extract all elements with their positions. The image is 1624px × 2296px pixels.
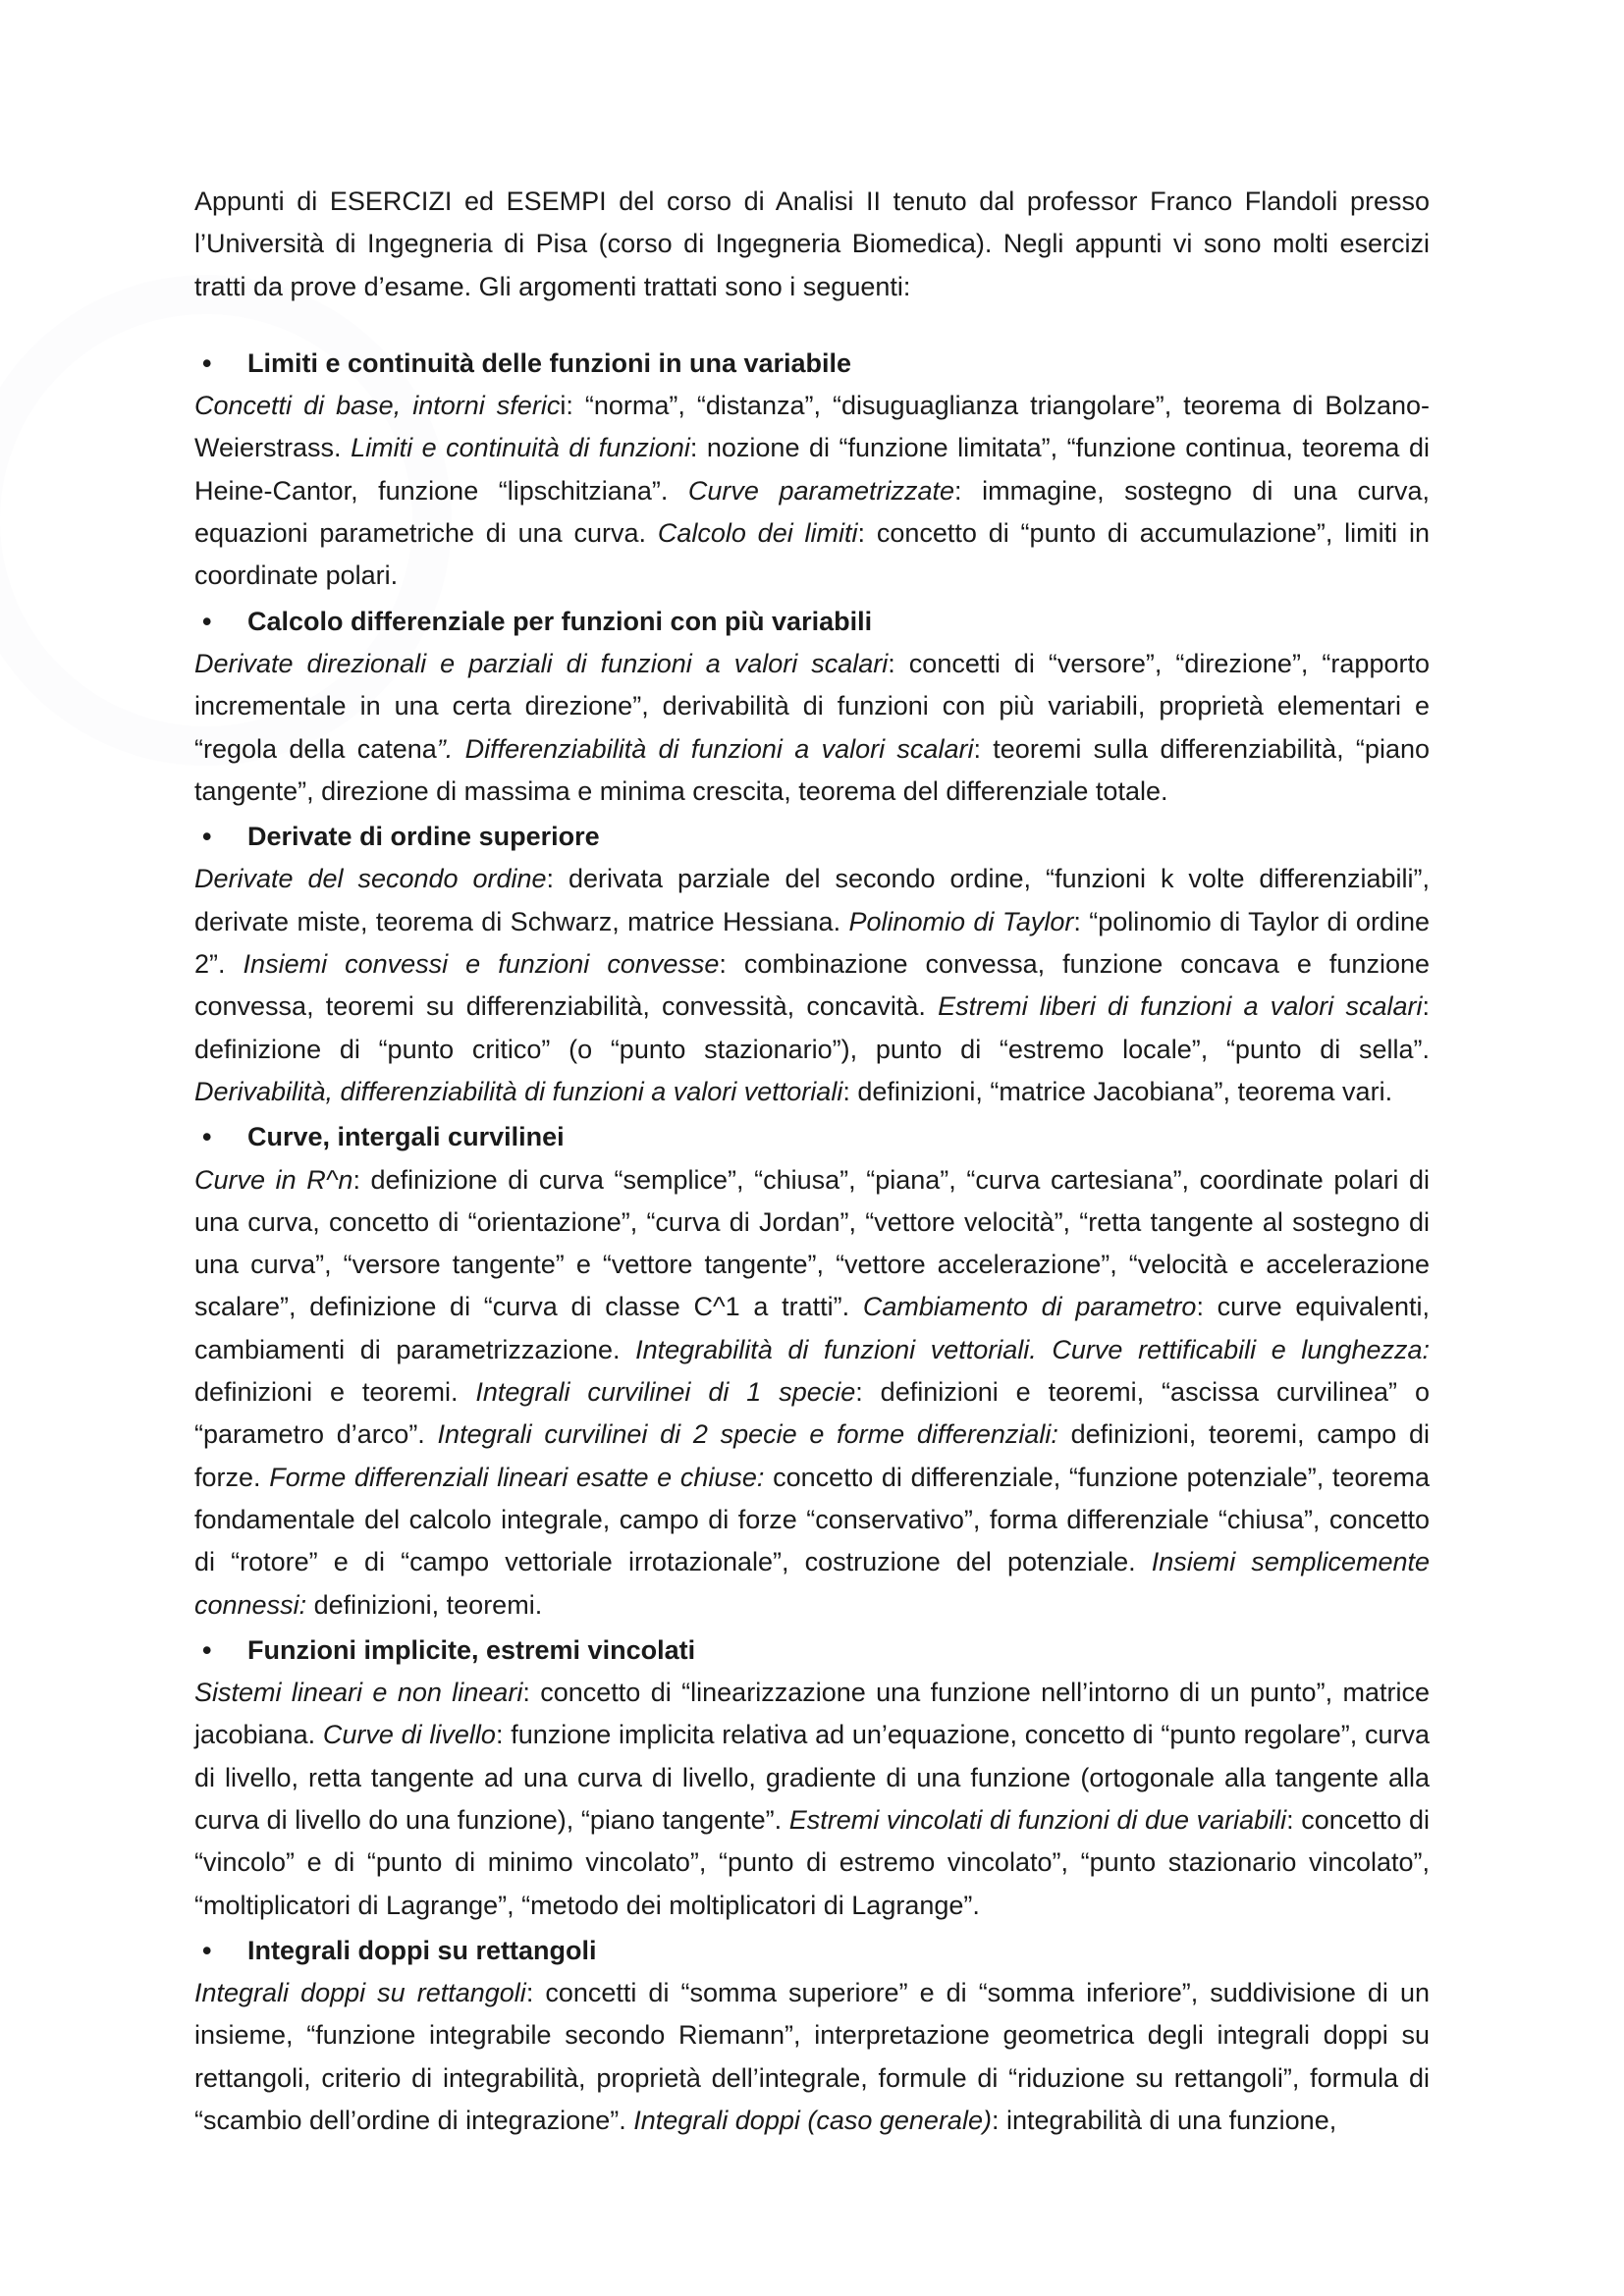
document-page <box>194 181 1430 2145</box>
topic-label: Insiemi convessi e funzioni convesse <box>243 949 720 980</box>
heading-text: Funzioni implicite, estremi vincolati <box>247 1634 696 1665</box>
topic-description: : concetti di “versore”, “direzione”, “rapporto incrementale in una certa direzione”, derivabilità di funzioni con più variabili, proprietà elementari e “regola della catena <box>194 648 1430 764</box>
section-body <box>194 1672 1430 1927</box>
topic-label: Polinomio di Taylor <box>848 906 1074 936</box>
topic-label: Integrali doppi su rettangoli <box>194 1978 526 2008</box>
topic-description: definizioni, teoremi. <box>306 1589 543 1620</box>
topic-description: : definizioni, “matrice Jacobiana”, teorema vari. <box>842 1076 1393 1106</box>
section-funzioni-implicite <box>194 1629 1430 1927</box>
topic-description: : integrabilità di una funzione, <box>991 2106 1337 2136</box>
bullet-icon: • <box>202 606 212 636</box>
topic-label: Insiemi semplicemente connessi: <box>194 1547 1430 1620</box>
section-integrali-doppi <box>194 1930 1430 2142</box>
topic-description: : funzione implicita relativa ad un’equazione, concetto di “punto regolare”, curva di livello, retta tangente ad una curva di livello, gradiente di una funzione (ortogonale alla tangente alla curva di livello do una funzione), “piano tangente”. <box>194 1720 1430 1835</box>
topic-label: Integrabilità di funzioni vettoriali. Curve rettificabili e lunghezza: <box>635 1334 1431 1364</box>
bullet-icon: • <box>202 1122 212 1152</box>
topic-label: Curve in R^n <box>194 1164 353 1195</box>
section-body <box>194 1159 1430 1627</box>
topic-label: Curve parametrizzate <box>687 475 955 506</box>
section-heading <box>194 1629 1430 1672</box>
section-derivate-ordine-superiore <box>194 816 1430 1113</box>
section-body <box>194 643 1430 813</box>
section-heading <box>194 1930 1430 1972</box>
topic-description: definizioni, teoremi, campo di forze. <box>194 1419 1431 1492</box>
section-heading <box>194 1116 1430 1158</box>
heading-text: Derivate di ordine superiore <box>247 822 600 852</box>
topic-label: Integrali curvilinei di 1 specie <box>475 1377 856 1408</box>
topic-label: Derivate direzionali e parziali di funzioni a valori scalari <box>194 648 889 678</box>
heading-text: Curve, intergali curvilinei <box>247 1122 565 1152</box>
bullet-icon: • <box>202 1634 212 1665</box>
section-heading <box>194 601 1430 643</box>
section-body <box>194 1972 1430 2142</box>
topic-description: : concetto di “punto di accumulazione”, limiti in coordinate polari. <box>194 518 1430 591</box>
topic-label: Estremi liberi di funzioni a valori scalari <box>938 991 1423 1022</box>
topic-label: Concetti di base, intorni sferic <box>194 391 561 421</box>
topic-description: i: “norma”, “distanza”, “disuguaglianza triangolare”, teorema di Bolzano-Weierstrass. <box>194 391 1430 463</box>
topic-description: definizioni e teoremi. <box>194 1377 476 1408</box>
topic-label: Integrali curvilinei di 2 specie e forme differenziali: <box>437 1419 1058 1450</box>
topic-description: : immagine, sostegno di una curva, equazioni parametriche di una curva. <box>194 475 1430 549</box>
section-curve-integrali <box>194 1116 1430 1627</box>
topic-description: : derivata parziale del secondo ordine, “funzioni k volte differenziabili”, derivate miste, teorema di Schwarz, matrice Hessiana. <box>194 864 1430 936</box>
topic-description: : teoremi sulla differenziabilità, “piano tangente”, direzione di massima e minima crescita, teorema del differenziale totale. <box>194 733 1430 806</box>
topic-description: concetto di differenziale, “funzione potenziale”, teorema fondamentale del calcolo integrale, campo di forze “conservativo”, forma differenziale “chiusa”, concetto di “rotore” e di “campo vettoriale irrotazionale”, costruzione del potenziale. <box>194 1462 1431 1577</box>
topic-description: : “polinomio di Taylor di ordine 2”. <box>194 906 1430 980</box>
heading-text: Integrali doppi su rettangoli <box>247 1935 597 1965</box>
topic-label: Sistemi lineari e non lineari <box>194 1678 523 1708</box>
bullet-icon: • <box>202 1935 212 1965</box>
topic-label: Calcolo dei limiti <box>657 518 858 549</box>
topic-label: Derivate del secondo ordine <box>194 864 547 894</box>
topic-label: Curve di livello <box>322 1720 496 1750</box>
topic-label: Integrali doppi (caso generale) <box>633 2106 992 2136</box>
bullet-icon: • <box>202 347 212 378</box>
topic-description: : combinazione convessa, funzione concava e funzione convessa, teoremi su differenziabilità, convessità, concavità. <box>194 949 1430 1022</box>
topic-label: Cambiamento di parametro <box>862 1292 1197 1322</box>
topic-label: Derivabilità, differenziabilità di funzioni a valori vettoriali <box>194 1076 843 1106</box>
topic-description: : curve equivalenti, cambiamenti di parametrizzazione. <box>194 1292 1431 1364</box>
intro-paragraph: Appunti di ESERCIZI ed ESEMPI del corso di Analisi II tenuto dal professor Franco Flandoli presso l’Università di Ingegneria di Pisa (corso di Ingegneria Biomedica). Negli appunti vi sono molti esercizi tratti da prove d’esame. Gli argomenti trattati sono i seguenti: <box>194 187 1430 301</box>
topic-description: : nozione di “funzione limitata”, “funzione continua, teorema di Heine-Cantor, funzione “lipschitziana”. <box>194 433 1430 506</box>
topic-description: : concetti di “somma superiore” e di “somma inferiore”, suddivisione di un insieme, “funzione integrabile secondo Riemann”, interpretazione geometrica degli integrali doppi su rettangoli, criterio di integrabilità, proprietà dell’integrale, formule di “riduzione su rettangoli”, formula di “scambio dell’ordine di integrazione”. <box>194 1978 1430 2136</box>
topic-label: ”. Differenziabilità di funzioni a valori scalari <box>436 733 974 764</box>
heading-text: Limiti e continuità delle funzioni in una variabile <box>247 347 852 378</box>
topic-label: Estremi vincolati di funzioni di due variabili <box>788 1804 1287 1835</box>
topic-description: : definizioni e teoremi, “ascissa curvilinea” o “parametro d’arco”. <box>194 1377 1430 1450</box>
topic-description: : definizione di curva “semplice”, “chiusa”, “piana”, “curva cartesiana”, coordinate polari di una curva, concetto di “orientazione”, “curva di Jordan”, “vettore velocità”, “retta tangente al sostegno di una curva”, “versore tangente” e “vettore tangente”, “vettore accelerazione”, “velocità e accelerazione scalare”, definizione di “curva di classe C^1 a tratti”. <box>194 1164 1431 1322</box>
section-body <box>194 385 1430 597</box>
heading-text: Calcolo differenziale per funzioni con più variabili <box>247 606 873 636</box>
topic-label: Forme differenziali lineari esatte e chiuse: <box>269 1462 765 1492</box>
bullet-icon: • <box>202 822 212 852</box>
section-body <box>194 858 1430 1113</box>
topic-description: : concetto di “linearizzazione una funzione nell’intorno di un punto”, matrice jacobiana. <box>194 1678 1430 1750</box>
section-heading <box>194 343 1430 385</box>
topic-description: : concetto di “vincolo” e di “punto di minimo vincolato”, “punto di estremo vincolato”, “punto stazionario vincolato”, “moltiplicatori di Lagrange”, “metodo dei moltiplicatori di Lagrange”. <box>194 1804 1430 1920</box>
topic-description: : definizione di “punto critico” (o “punto stazionario”), punto di “estremo locale”, “punto di sella”. <box>194 991 1430 1064</box>
section-calcolo-differenziale <box>194 601 1430 813</box>
section-limiti <box>194 343 1430 598</box>
section-heading <box>194 816 1430 858</box>
topic-label: Limiti e continuità di funzioni <box>351 433 690 463</box>
